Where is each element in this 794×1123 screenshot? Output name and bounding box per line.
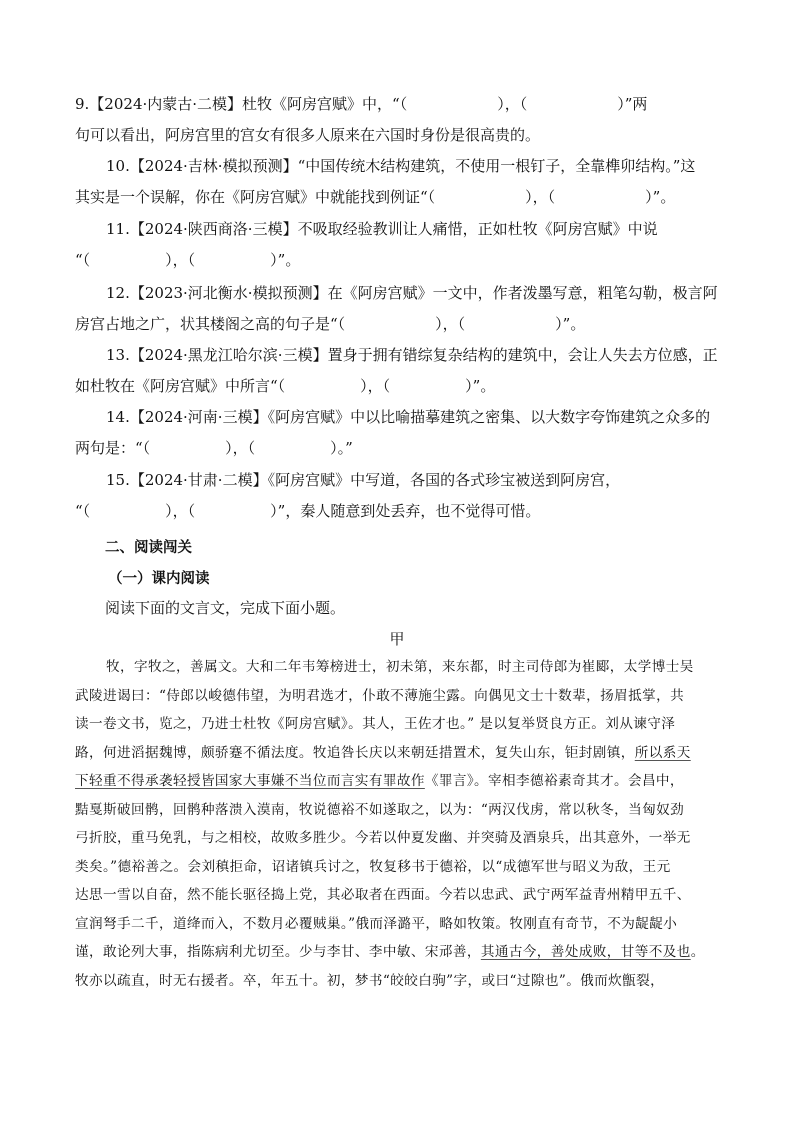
underlined-sentence: 下轻重不得承袭轻授皆国家大事嫌不当位而言实有罪故作 — [75, 773, 425, 789]
question-text: 句可以看出，阿房宫里的宫女有很多人原来在六国时身份是很高贵的。 — [75, 126, 541, 144]
passage-line — [75, 739, 735, 768]
passage-text: 《罪言》。宰相李德裕素奇其才。会昌中， — [424, 773, 684, 789]
passage-line: 达思一雪以自奋，然不能长驱径捣上党，其必取者在西面。今若以忠武、武宁两军益青州精甲五千、 — [75, 887, 691, 903]
passage-line: 读一卷文书，览之，乃进士杜牧《阿房宫赋》。其人，王佐才也。” 是以复举贤良方正。刘从谏守泽 — [75, 716, 676, 732]
passage-line — [75, 767, 735, 796]
passage-line: 类矣。”德裕善之。会刘稹拒命，诏诸镇兵讨之，牧复移书于德裕，以“成德军世与昭义为敌，王元 — [75, 858, 671, 875]
question-12 — [75, 278, 725, 340]
question-text: 15.【2024·甘肃·二模】《阿房宫赋》中写道，各国的各式珍宝被送到阿房宫， — [106, 471, 621, 489]
question-10 — [75, 151, 725, 213]
passage-title: 甲 — [389, 630, 405, 648]
passage-line: 牧，字牧之，善属文。大和二年韦筹榜进士，初未第，来东都，时主司侍郎为崔郾，太学博士吴 — [106, 659, 694, 675]
reading-instruction: 阅读下面的文言文，完成下面小题。 — [105, 599, 346, 617]
question-14 — [75, 402, 725, 464]
question-13 — [75, 340, 725, 402]
question-text: 如杜牧在《阿房宫赋》中所言“（ ），（ ）”。 — [75, 377, 496, 395]
passage-line: 弓折胶，重马免乳，与之相校，故败多胜少。今若以仲夏发幽、并突骑及酒泉兵，出其意外，一举无 — [75, 830, 691, 846]
question-text: 11.【2024·陕西商洛·三模】不吸取经验教训让人痛惜，正如杜牧《阿房宫赋》中说 — [106, 220, 658, 238]
subsection-heading: （一）课内阅读 — [108, 571, 210, 587]
underlined-sentence: 所以系天 — [634, 744, 691, 761]
classical-passage — [75, 653, 735, 995]
passage-text: 谨，敢论列大事，指陈病利尤切至。少与李甘、李中敏、宋邧善， — [75, 944, 481, 960]
passage-line: 武陵进谒曰：“侍郎以峻德伟望，为明君选才，仆敢不薄施尘露。向偶见文士十数辈，扬眉抵掌，共 — [75, 687, 685, 704]
question-text: 14.【2024·河南·三模】《阿房宫赋》中以比喻描摹建筑之密集、以大数字夸饰建筑之众多的 — [106, 408, 711, 426]
question-text: 13.【2024·黑龙江哈尔滨·三模】置身于拥有错综复杂结构的建筑中，会让人失去方位感，正 — [106, 346, 718, 364]
question-text: “（ ），（ ）”，秦人随意到处丢弃，也不觉得可惜。 — [75, 502, 541, 520]
passage-text: 。 — [690, 944, 705, 960]
underlined-sentence: 其通古今，善处成败，甘等不及也 — [480, 944, 691, 960]
question-9 — [75, 89, 725, 151]
question-15 — [75, 465, 725, 527]
question-11 — [75, 214, 725, 276]
passage-line: 宣润弩手二千，道绛而入，不数月必覆贼巢。”俄而泽潞平，略如牧策。牧刚直有奇节，不为龊龊小 — [75, 915, 678, 932]
question-text: 9.【2024·内蒙古·二模】杜牧《阿房宫赋》中，“（ ），（ ）”两 — [75, 95, 648, 113]
passage-line — [75, 938, 735, 967]
passage-line: 牧亦以疏直，时无右援者。卒，年五十。初，梦书“皎皎白驹”字，或曰“过隙也”。俄而炊甑裂， — [75, 972, 665, 989]
question-text: “（ ），（ ）”。 — [75, 251, 301, 269]
question-text: 10.【2024·吉林·模拟预测】“中国传统木结构建筑，不使用一根钉子，全靠榫卯结构。”这 — [106, 157, 696, 175]
passage-line: 黠戛斯破回鹘，回鹘种落溃入漠南，牧说德裕不如遂取之，以为：“两汉伐虏，常以秋冬，当匈奴劲 — [75, 801, 685, 818]
passage-text: 路，何进滔据魏博，颇骄蹇不循法度。牧追咎长庆以来朝廷措置术，复失山东，钜封剧镇， — [75, 744, 635, 761]
question-text: 其实是一个误解，你在《阿房宫赋》中就能找到例证“（ ），（ ）”。 — [75, 188, 676, 206]
question-text: 房宫占地之广，状其楼阁之高的句子是“（ ），（ ）”。 — [75, 315, 586, 333]
question-text: 两句是：“（ ），（ ）。” — [75, 439, 353, 457]
question-text: 12.【2023·河北衡水·模拟预测】在《阿房宫赋》一文中，作者泼墨写意，粗笔勾勒，极言阿 — [106, 284, 718, 302]
section-heading: 二、阅读闯关 — [105, 540, 192, 556]
